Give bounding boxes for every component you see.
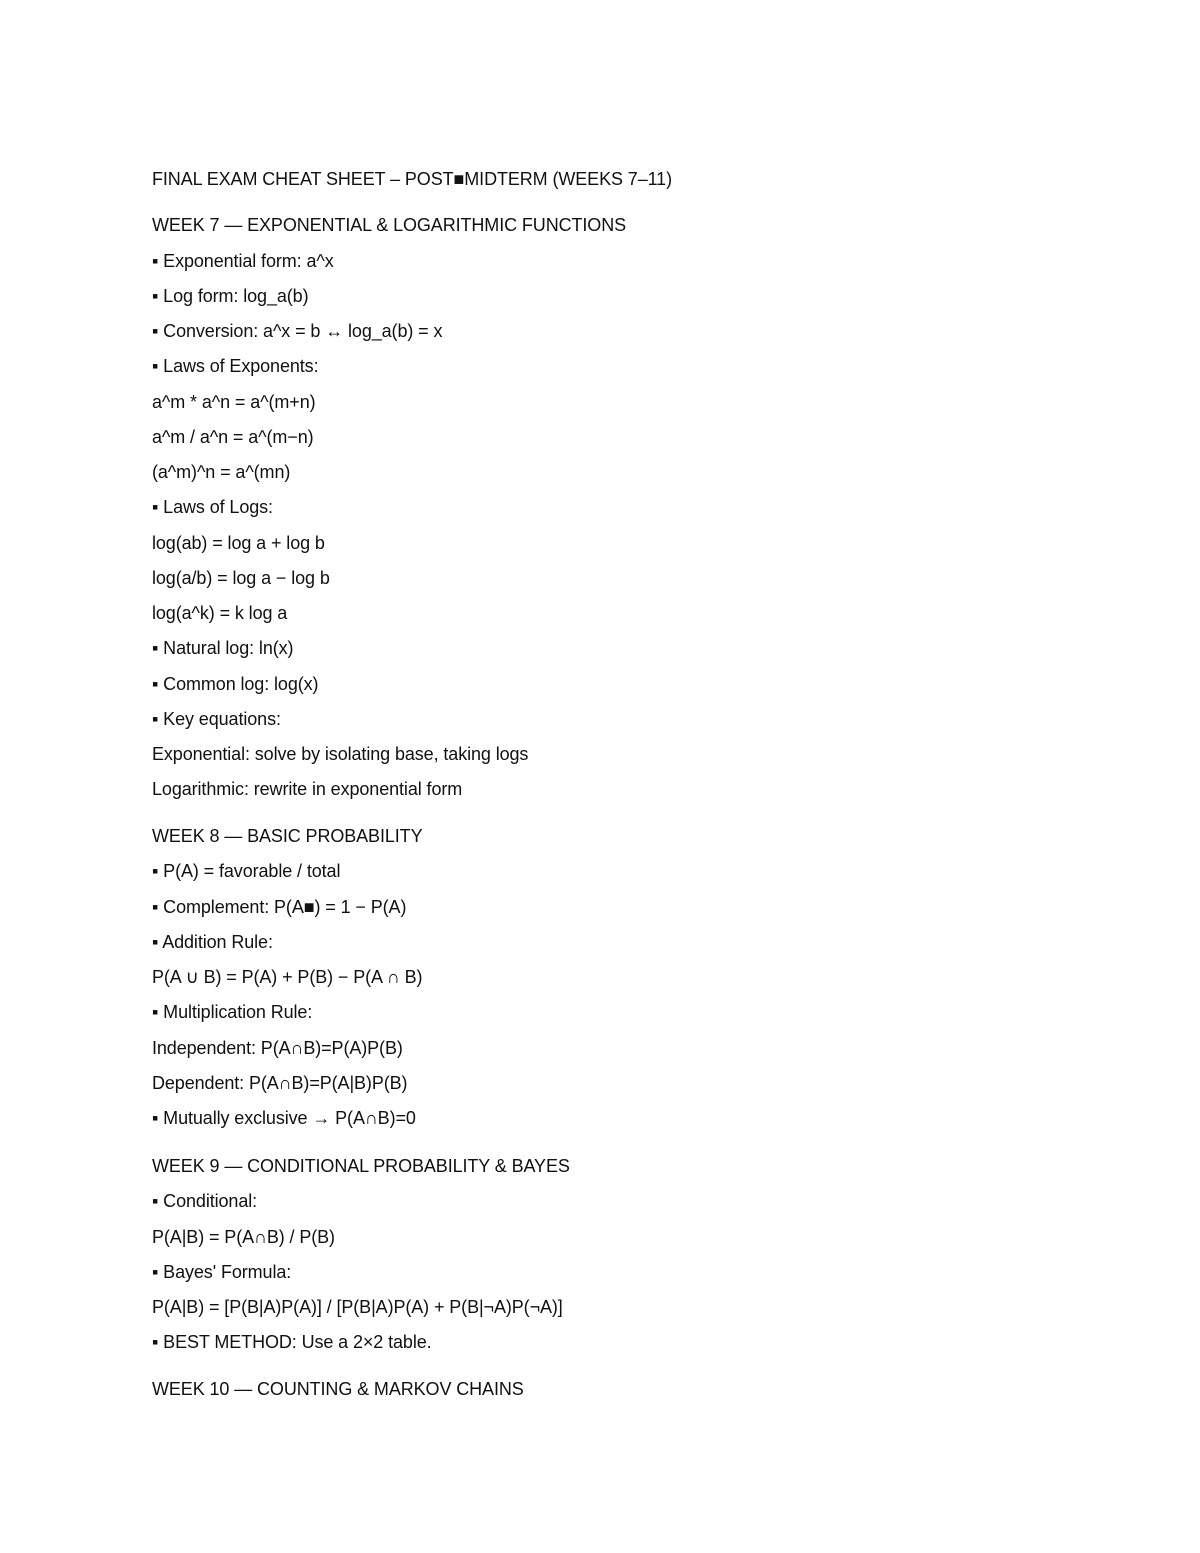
week8-line: Independent: P(A∩B)=P(A)P(B) [152, 1038, 403, 1058]
week7-line: ▪ Key equations: [152, 709, 281, 729]
week8-line: ▪ Addition Rule: [152, 932, 273, 952]
week8-heading: WEEK 8 — BASIC PROBABILITY [152, 826, 423, 846]
week7-line: ▪ Natural log: ln(x) [152, 638, 294, 658]
week7-line: a^m / a^n = a^(m−n) [152, 427, 314, 447]
week8-line: ▪ Multiplication Rule: [152, 1002, 313, 1022]
week7-line: Exponential: solve by isolating base, taking logs [152, 744, 529, 764]
week7-line: a^m * a^n = a^(m+n) [152, 392, 316, 412]
week7-line: log(a^k) = k log a [152, 603, 288, 623]
week7-line: ▪ Conversion: a^x = b ↔ log_a(b) = x [152, 321, 443, 341]
week8-line: P(A ∪ B) = P(A) + P(B) − P(A ∩ B) [152, 967, 423, 987]
week8-line: Dependent: P(A∩B)=P(A|B)P(B) [152, 1073, 408, 1093]
week7-line: log(ab) = log a + log b [152, 533, 325, 553]
week7-line: ▪ Common log: log(x) [152, 674, 319, 694]
week9-line: P(A|B) = P(A∩B) / P(B) [152, 1227, 335, 1247]
week9-line: ▪ BEST METHOD: Use a 2×2 table. [152, 1332, 432, 1352]
week7-line: ▪ Laws of Logs: [152, 497, 273, 517]
week7-line: ▪ Exponential form: a^x [152, 251, 334, 271]
week7-line: ▪ Log form: log_a(b) [152, 286, 309, 306]
week7-heading: WEEK 7 — EXPONENTIAL & LOGARITHMIC FUNCTIONS [152, 215, 626, 235]
week8-line: ▪ P(A) = favorable / total [152, 861, 341, 881]
week7-line: ▪ Laws of Exponents: [152, 356, 319, 376]
week9-line: ▪ Conditional: [152, 1191, 258, 1211]
week8-line: ▪ Mutually exclusive → P(A∩B)=0 [152, 1108, 416, 1128]
week9-line: P(A|B) = [P(B|A)P(A)] / [P(B|A)P(A) + P(B|¬A)P(¬A)] [152, 1297, 563, 1317]
week7-line: log(a/b) = log a − log b [152, 568, 330, 588]
week9-heading: WEEK 9 — CONDITIONAL PROBABILITY & BAYES [152, 1156, 570, 1176]
week7-line: Logarithmic: rewrite in exponential form [152, 779, 463, 799]
document-title: FINAL EXAM CHEAT SHEET – POST■MIDTERM (WEEKS 7–11) [152, 169, 672, 189]
week8-line: ▪ Complement: P(A■) = 1 − P(A) [152, 897, 407, 917]
week9-line: ▪ Bayes' Formula: [152, 1262, 292, 1282]
week10-heading: WEEK 10 — COUNTING & MARKOV CHAINS [152, 1379, 524, 1399]
week7-line: (a^m)^n = a^(mn) [152, 462, 291, 482]
